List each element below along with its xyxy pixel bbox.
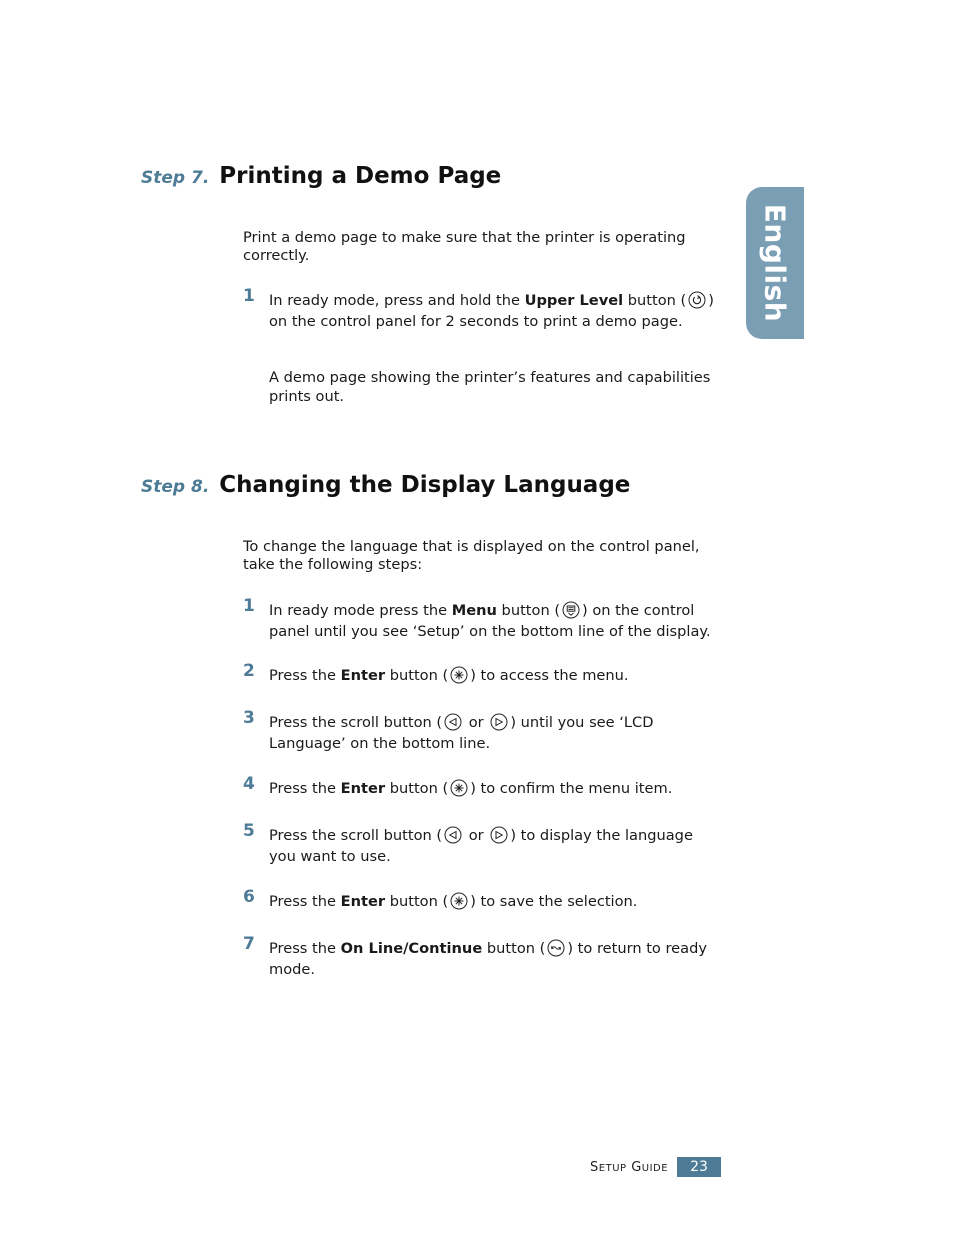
scroll-right-icon [490, 713, 508, 731]
item-text: button ( [496, 602, 561, 619]
step8-item-6 [243, 887, 723, 912]
item-text: button ( [385, 780, 449, 797]
item-text: In ready mode, press and hold the [269, 292, 525, 309]
step7-title: Printing a Demo Page [219, 163, 502, 189]
item-text: Press the [269, 940, 341, 957]
step8-item-7 [243, 934, 723, 980]
item-text: Press the [269, 667, 341, 684]
item-text: ) to confirm the menu item. [470, 780, 673, 797]
step8-item-1 [243, 596, 723, 642]
item-number: 4 [243, 774, 255, 794]
step8-heading [141, 472, 630, 498]
item-text: button ( [385, 667, 449, 684]
item-text: Press the [269, 780, 341, 797]
step7-heading [141, 163, 501, 189]
step7-label: Step 7. [141, 168, 210, 188]
button-name: On Line/Continue [340, 940, 483, 957]
menu-icon [562, 601, 580, 619]
step8-item-2 [243, 661, 723, 686]
scroll-right-icon [490, 826, 508, 844]
item-text: button ( [482, 940, 546, 957]
item-number: 7 [243, 934, 255, 954]
step7-intro: Print a demo page to make sure that the printer is operating correctly. [243, 229, 686, 264]
guide-smallcaps: ETUP [598, 1162, 627, 1174]
item-text: ) until you see ‘LCD Language’ on the bottom line. [269, 714, 654, 752]
step7-item-1 [243, 286, 723, 332]
step8-title: Changing the Display Language [219, 472, 631, 498]
item-text: ) to access the menu. [470, 667, 629, 684]
side-tab-label: English [758, 203, 792, 323]
scroll-left-icon [444, 713, 462, 731]
item-text: button ( [385, 893, 449, 910]
item-number: 1 [243, 596, 255, 616]
item-number: 1 [243, 286, 255, 306]
enter-icon [450, 666, 468, 684]
item-number: 3 [243, 708, 255, 728]
button-name: Menu [451, 602, 497, 619]
item-number: 6 [243, 887, 255, 907]
language-side-tab [746, 187, 804, 339]
online-continue-icon [547, 939, 565, 957]
guide-title [590, 1160, 668, 1175]
item-text: ) on the control panel until you see ‘Setup’ on the bottom line of the display. [269, 602, 711, 640]
page-footer [590, 1157, 721, 1177]
scroll-left-icon [444, 826, 462, 844]
step8-item-5 [243, 821, 723, 867]
upper-level-icon [688, 291, 706, 309]
item-text: Press the scroll button ( [269, 714, 443, 731]
item-number: 2 [243, 661, 255, 681]
step8-item-3 [243, 708, 723, 754]
item-text: ) to display the language you want to use. [269, 827, 693, 865]
step8-intro: To change the language that is displayed on the control panel, take the following steps: [243, 538, 700, 573]
enter-icon [450, 779, 468, 797]
item-number: 5 [243, 821, 255, 841]
item-text: Press the [269, 893, 341, 910]
guide-smallcaps: UIDE [641, 1162, 669, 1174]
button-name: Upper Level [524, 292, 624, 309]
step7-note: A demo page showing the printer’s features and capabilities prints out. [269, 369, 711, 405]
item-text: or [464, 714, 489, 731]
button-name: Enter [340, 780, 386, 797]
guide-cap: S [590, 1159, 599, 1175]
page-number: 23 [677, 1157, 721, 1177]
item-text: ) to save the selection. [470, 893, 638, 910]
button-name: Enter [340, 893, 386, 910]
item-text: button ( [623, 292, 687, 309]
button-name: Enter [340, 667, 386, 684]
enter-icon [450, 892, 468, 910]
step8-item-4 [243, 774, 723, 799]
guide-cap: G [631, 1159, 642, 1175]
item-text: In ready mode press the [269, 602, 452, 619]
item-text: Press the scroll button ( [269, 827, 443, 844]
item-text: ) on the control panel for 2 seconds to print a demo page. [269, 292, 714, 330]
item-text: ) to return to ready mode. [269, 940, 708, 978]
step8-label: Step 8. [141, 477, 210, 497]
item-text: or [464, 827, 489, 844]
